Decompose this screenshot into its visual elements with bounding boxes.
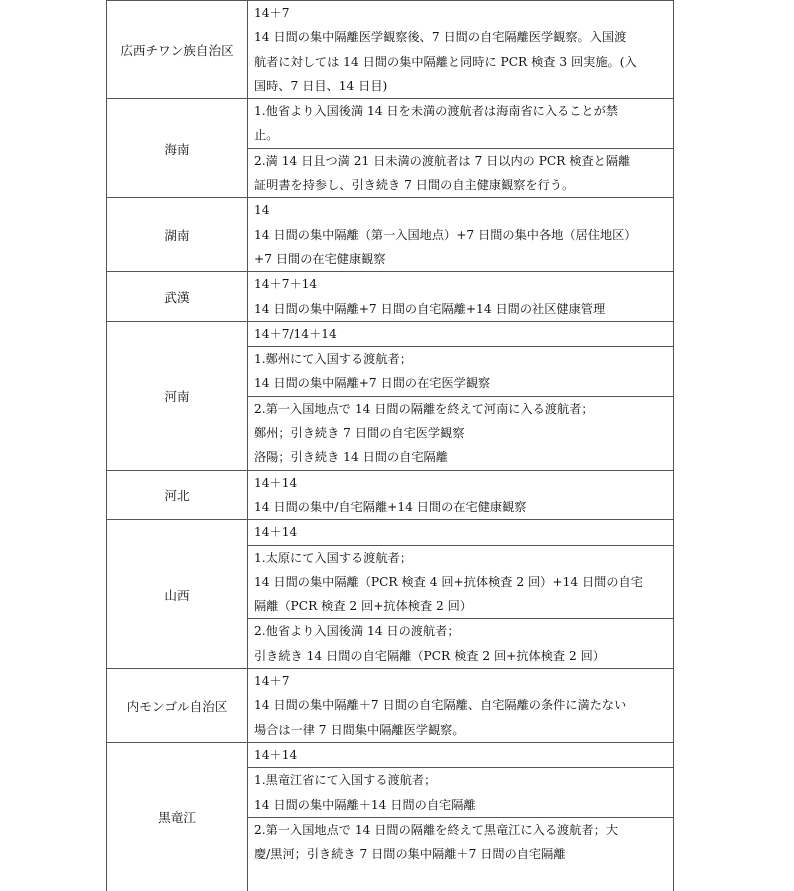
rule-block bbox=[254, 520, 668, 544]
region-name: 海南 bbox=[107, 99, 248, 198]
rule-line: 14 日間の集中隔離＋14 日間の自宅隔離 bbox=[254, 797, 476, 812]
quarantine-rule-cell bbox=[248, 321, 674, 470]
quarantine-rule-cell bbox=[248, 99, 674, 198]
rule-line: 1.鄭州にて入国する渡航者； bbox=[254, 352, 412, 367]
rule-line: 14 日間の集中隔離+7 日間の自宅隔離+14 日間の社区健康管理 bbox=[254, 301, 606, 316]
region-name: 河北 bbox=[107, 470, 248, 520]
rule-line: 証明書を持参し、引き続き 7 日間の自主健康観察を行う。 bbox=[254, 178, 575, 193]
rule-line: 14＋7/14＋14 bbox=[254, 326, 337, 341]
region-name: 内モンゴル自治区 bbox=[107, 669, 248, 743]
rule-block bbox=[254, 198, 668, 271]
region-name: 山西 bbox=[107, 520, 248, 669]
rule-line: 洛陽；引き続き 14 日間の自宅隔離 bbox=[254, 450, 448, 465]
rule-line: +7 日間の在宅健康観察 bbox=[254, 251, 386, 266]
table-body bbox=[107, 1, 674, 891]
regional-quarantine-table bbox=[106, 0, 674, 891]
rule-line: 場合は一律 7 日間集中隔離医学観察。 bbox=[254, 722, 465, 737]
rule-line: 14 日間の集中隔離（PCR 検査 4 回+抗体検査 2 回）+14 日間の自宅 bbox=[254, 574, 643, 589]
rule-block bbox=[248, 396, 673, 470]
rule-line: 国時、7 日目、14 日目) bbox=[254, 78, 388, 93]
rule-line: 1.他省より入国後満 14 日を未満の渡航者は海南省に入ることが禁 bbox=[254, 104, 618, 119]
rule-block bbox=[254, 322, 668, 346]
quarantine-rule-cell bbox=[248, 1, 674, 99]
rule-block bbox=[254, 272, 668, 321]
rule-line: 慶/黒河；引き続き 7 日間の集中隔離＋7 日間の自宅隔離 bbox=[254, 847, 566, 862]
rule-line: 14 日間の集中隔離（第一入国地点）+7 日間の集中各地（居住地区） bbox=[254, 227, 637, 242]
rule-block bbox=[248, 346, 673, 396]
table-row bbox=[107, 470, 674, 520]
quarantine-rule-cell bbox=[248, 520, 674, 669]
rule-block bbox=[248, 817, 673, 891]
table-row bbox=[107, 669, 674, 743]
quarantine-rule-cell bbox=[248, 470, 674, 520]
rule-block bbox=[254, 669, 668, 742]
table-row bbox=[107, 520, 674, 669]
rule-line: 14＋7＋14 bbox=[254, 277, 318, 292]
rule-line: 14 日間の集中隔離医学観察後、7 日間の自宅隔離医学観察。入国渡 bbox=[254, 30, 627, 45]
rule-line: 14 bbox=[254, 203, 270, 218]
region-name: 黒竜江 bbox=[107, 742, 248, 890]
rule-line: 14＋14 bbox=[254, 525, 298, 540]
region-name: 湖南 bbox=[107, 198, 248, 272]
rule-block bbox=[248, 618, 673, 668]
rule-line: 鄭州；引き続き 7 日間の自宅医学観察 bbox=[254, 426, 465, 441]
rule-line: 1.黒竜江省にて入国する渡航者； bbox=[254, 773, 437, 788]
rule-block bbox=[254, 471, 668, 520]
rule-line: 2.第一入国地点で 14 日間の隔離を終えて黒竜江に入る渡航者；大 bbox=[254, 822, 618, 837]
rule-line: 隔離（PCR 検査 2 回+抗体検査 2 回） bbox=[254, 599, 473, 614]
rule-block bbox=[248, 545, 673, 619]
region-name: 武漢 bbox=[107, 272, 248, 322]
table-row bbox=[107, 321, 674, 470]
rule-line: 14＋7 bbox=[254, 674, 290, 689]
rule-line: 2.満 14 日且つ満 21 日未満の渡航者は 7 日以内の PCR 検査と隔離 bbox=[254, 153, 631, 168]
table-row bbox=[107, 1, 674, 99]
rule-line: 14＋14 bbox=[254, 475, 298, 490]
rule-block bbox=[254, 99, 668, 148]
rule-line bbox=[254, 866, 668, 890]
rule-line: 14 日間の集中隔離＋7 日間の自宅隔離、自宅隔離の条件に満たない bbox=[254, 698, 627, 713]
quarantine-rule-cell bbox=[248, 669, 674, 743]
rule-block bbox=[248, 767, 673, 817]
rule-line: 14＋7 bbox=[254, 6, 290, 20]
table-row bbox=[107, 198, 674, 272]
rule-line: 2.第一入国地点で 14 日間の隔離を終えて河南に入る渡航者； bbox=[254, 401, 594, 416]
rule-block bbox=[248, 148, 673, 198]
rule-line: 14＋14 bbox=[254, 747, 298, 762]
region-name: 広西チワン族自治区 bbox=[107, 1, 248, 99]
rule-line: 1.太原にて入国する渡航者； bbox=[254, 550, 412, 565]
rule-line: 止。 bbox=[254, 128, 279, 143]
table-row bbox=[107, 742, 674, 890]
rule-line: 2.他省より入国後満 14 日の渡航者； bbox=[254, 624, 460, 639]
rule-line: 引き続き 14 日間の自宅隔離（PCR 検査 2 回+抗体検査 2 回） bbox=[254, 648, 605, 663]
rule-block bbox=[254, 1, 668, 98]
rule-block bbox=[254, 743, 668, 767]
quarantine-rule-cell bbox=[248, 742, 674, 890]
quarantine-rule-cell bbox=[248, 272, 674, 322]
rule-line: 14 日間の集中/自宅隔離+14 日間の在宅健康観察 bbox=[254, 499, 527, 514]
region-name: 河南 bbox=[107, 321, 248, 470]
table-row bbox=[107, 272, 674, 322]
rule-line: 14 日間の集中隔離+7 日間の在宅医学観察 bbox=[254, 376, 491, 391]
quarantine-rule-cell bbox=[248, 198, 674, 272]
rule-line: 航者に対しては 14 日間の集中隔離と同時に PCR 検査 3 回実施。(入 bbox=[254, 54, 637, 69]
table-row bbox=[107, 99, 674, 198]
